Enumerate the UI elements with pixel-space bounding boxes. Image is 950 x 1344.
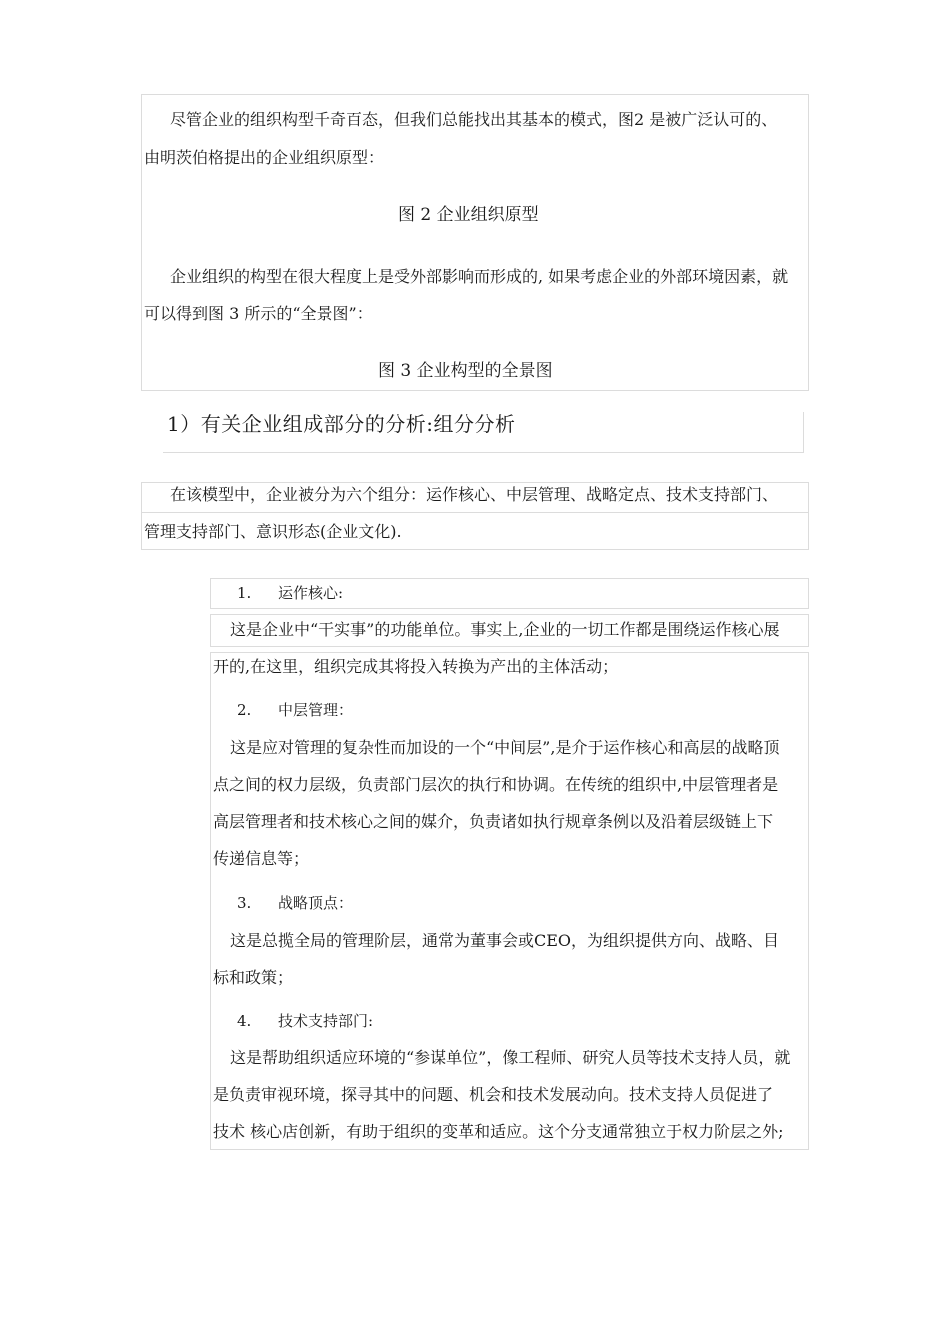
item-1-title: 运作核心: <box>278 584 344 602</box>
model-line-2: 管理支持部门、意识形态(企业文化). <box>144 522 402 541</box>
model-mid-rule <box>141 512 809 513</box>
item-4-line-1: 这是帮助组织适应环境的“参谋单位”，像工程师、研究人员等技术支持人员，就 <box>230 1048 791 1067</box>
item-3-number: 3. <box>237 894 252 912</box>
item-4-number: 4. <box>237 1012 252 1030</box>
heading-right-rule <box>803 412 804 453</box>
item-4-line-2: 是负责审视环境，探寻其中的问题、机会和技术发展动向。技术支持人员促进了 <box>213 1085 774 1104</box>
figure-2-caption: 图 2 企业组织原型 <box>398 205 539 225</box>
intro-frame <box>141 94 809 391</box>
item-2-line-2: 点之间的权力层级，负责部门层次的执行和协调。在传统的组织中,中层管理者是 <box>213 775 779 794</box>
item-1-line-2: 开的,在这里，组织完成其将投入转换为产出的主体活动； <box>213 657 619 676</box>
item-3-line-1: 这是总揽全局的管理阶层，通常为董事会或CEO，为组织提供方向、战略、目 <box>230 931 780 950</box>
env-line-2: 可以得到图 3 所示的“全景图”： <box>144 304 373 323</box>
section-heading: 1）有关企业组成部分的分析:组分分析 <box>167 412 516 436</box>
model-line-1: 在该模型中，企业被分为六个组分：运作核心、中层管理、战略定点、技术支持部门、 <box>170 485 779 504</box>
item-1-number: 1. <box>237 584 252 602</box>
intro-line-2: 由明茨伯格提出的企业组织原型： <box>144 148 385 167</box>
item-1-line-1: 这是企业中“干实事”的功能单位。事实上,企业的一切工作都是围绕运作核心展 <box>230 620 780 639</box>
item-3-title: 战略顶点： <box>278 894 354 912</box>
env-line-1: 企业组织的构型在很大程度上是受外部影响而形成的, 如果考虑企业的外部环境因素，就 <box>170 267 789 286</box>
item-3-line-2: 标和政策； <box>213 968 294 987</box>
item-2-title: 中层管理： <box>278 701 354 719</box>
item-4-title: 技术支持部门: <box>278 1012 374 1030</box>
item-2-number: 2. <box>237 701 252 719</box>
item-4-line-3: 技术 核心店创新，有助于组织的变革和适应。这个分支通常独立于权力阶层之外; <box>213 1122 784 1141</box>
item-2-line-1: 这是应对管理的复杂性而加设的一个“中间层”,是介于运作核心和高层的战略顶 <box>230 738 780 757</box>
heading-underline <box>163 452 803 453</box>
figure-3-caption: 图 3 企业构型的全景图 <box>378 361 553 381</box>
intro-line-1: 尽管企业的组织构型千奇百态，但我们总能找出其基本的模式，图2 是被广泛认可的、 <box>170 110 778 129</box>
item-2-line-4: 传递信息等； <box>213 849 310 868</box>
item-2-line-3: 高层管理者和技术核心之间的媒介，负责诸如执行规章条例以及沿着层级链上下 <box>213 812 774 831</box>
